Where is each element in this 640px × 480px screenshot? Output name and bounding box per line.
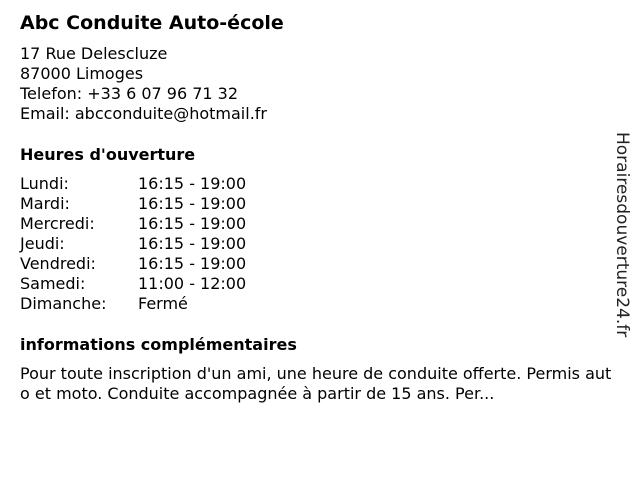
hours-time: Fermé [138, 294, 188, 313]
hours-day: Dimanche: [20, 294, 107, 313]
phone-number: Telefon: +33 6 07 96 71 32 [20, 84, 239, 103]
hours-day: Jeudi: [20, 234, 65, 253]
hours-time: 16:15 - 19:00 [138, 234, 247, 253]
hours-table [20, 174, 246, 314]
hours-time: 16:15 - 19:00 [138, 214, 247, 233]
hours-row [20, 274, 246, 294]
hours-day: Lundi: [20, 174, 69, 193]
business-name: Abc Conduite Auto-école [20, 12, 284, 34]
hours-time: 11:00 - 12:00 [138, 274, 247, 293]
site-watermark: Horairesdouverture24.fr [612, 132, 632, 338]
hours-row [20, 214, 246, 234]
info-heading: informations complémentaires [20, 335, 297, 354]
hours-time: 16:15 - 19:00 [138, 174, 247, 193]
hours-day: Samedi: [20, 274, 86, 293]
hours-day: Mercredi: [20, 214, 95, 233]
hours-time: 16:15 - 19:00 [138, 194, 247, 213]
email-address: Email: abcconduite@hotmail.fr [20, 104, 267, 123]
hours-day: Vendredi: [20, 254, 96, 273]
hours-time: 16:15 - 19:00 [138, 254, 247, 273]
hours-row [20, 194, 246, 214]
street-address: 17 Rue Delescluze [20, 44, 168, 63]
hours-row [20, 234, 246, 254]
info-text: Pour toute inscription d'un ami, une heure de conduite offerte. Permis auto et moto. Conduite accompagnée à partir de 15 ans. Per... [20, 364, 612, 403]
hours-row [20, 254, 246, 274]
city-postal: 87000 Limoges [20, 64, 144, 83]
hours-row [20, 174, 246, 194]
hours-row [20, 294, 246, 314]
hours-heading: Heures d'ouverture [20, 145, 196, 164]
hours-day: Mardi: [20, 194, 70, 213]
address-block [20, 44, 267, 124]
